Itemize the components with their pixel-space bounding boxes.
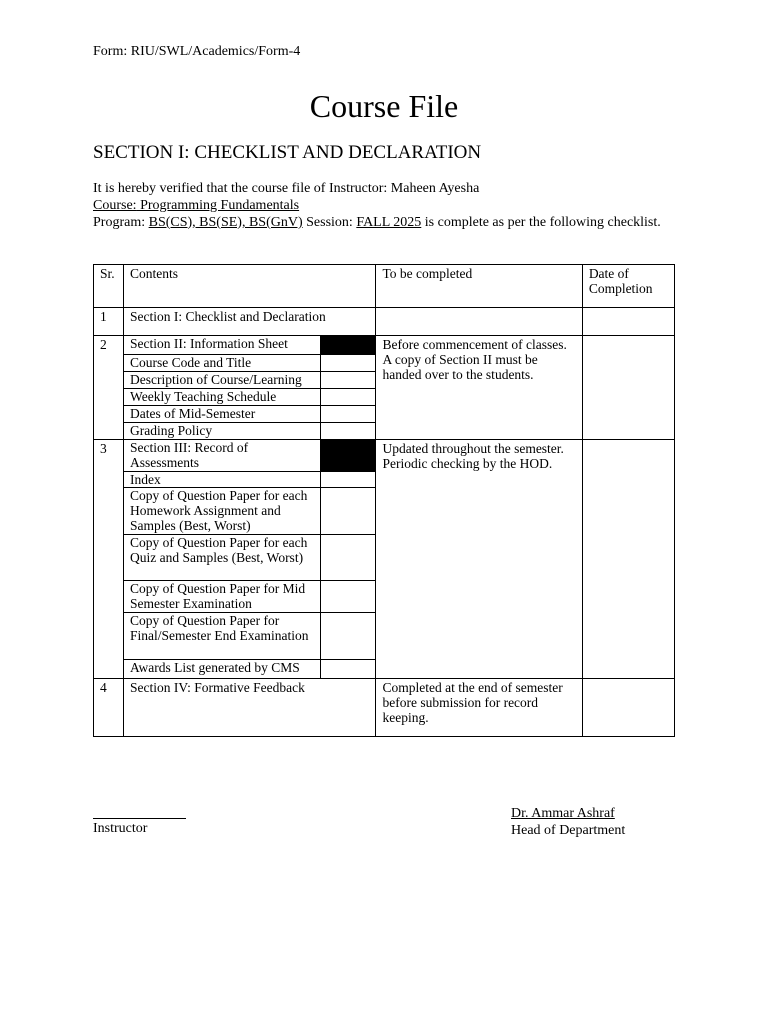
program-tail: is complete as per the following checklist. (421, 215, 661, 230)
form-code: Form: RIU/SWL/Academics/Form-4 (93, 44, 301, 59)
list-item: Dates of Mid-Semester (124, 405, 321, 422)
hod-signature (511, 805, 625, 839)
checklist-table (93, 264, 675, 737)
course-value: Programming Fundamentals (136, 198, 300, 213)
hod-name: Dr. Ammar Ashraf (511, 806, 615, 821)
row-to-be-completed: Completed at the end of semester before submission for record keeping. (376, 679, 582, 737)
row-sr: 4 (94, 679, 124, 737)
check-cell[interactable] (321, 580, 376, 612)
table-row (94, 440, 675, 679)
page-title: Course File (309, 88, 459, 124)
date-cell[interactable] (582, 440, 674, 679)
table-row (94, 679, 675, 737)
list-item: Course Code and Title (124, 354, 321, 371)
table-header-row (94, 265, 675, 308)
header-to-be-completed: To be completed (376, 265, 582, 308)
session-value: FALL 2025 (356, 215, 422, 230)
header-date-of-completion: Date of Completion (582, 265, 674, 308)
program-label: Program: (93, 215, 149, 230)
check-cell[interactable] (321, 405, 376, 422)
date-cell[interactable] (582, 336, 674, 440)
course-line (93, 197, 675, 214)
list-item: Description of Course/Learning (124, 371, 321, 388)
instructor-label: Instructor (93, 821, 148, 836)
list-item: Copy of Question Paper for each Homework Assignment and Samples (Best, Worst) (124, 487, 321, 534)
shaded-marker (321, 440, 376, 471)
check-cell[interactable] (321, 612, 376, 659)
list-item: Grading Policy (130, 422, 213, 438)
session-label: Session: (302, 215, 357, 230)
check-cell[interactable] (321, 487, 376, 534)
date-cell[interactable] (582, 308, 674, 336)
header-contents: Contents (124, 265, 376, 308)
row-contents: Section I: Checklist and Declaration (124, 308, 376, 336)
row-sr: 3 (94, 440, 124, 679)
row-contents (124, 336, 376, 440)
check-cell[interactable] (321, 471, 376, 487)
list-item: Copy of Question Paper for Mid Semester Examination (124, 580, 321, 612)
check-cell[interactable] (321, 354, 376, 371)
declaration-text (93, 180, 675, 231)
table-row (94, 308, 675, 336)
hod-title: Head of Department (511, 823, 626, 838)
course-label: Course: (93, 198, 137, 213)
header-sr: Sr. (94, 265, 124, 308)
program-line (93, 214, 675, 231)
check-cell[interactable] (321, 422, 376, 439)
row-sr: 2 (94, 336, 124, 440)
row-to-be-completed: Updated throughout the semester. Periodic checking by the HOD. (376, 440, 582, 679)
check-cell[interactable] (321, 659, 376, 678)
table-row (94, 336, 675, 440)
program-value: BS(CS), BS(SE), BS(GnV) (148, 215, 303, 230)
shaded-marker (321, 336, 376, 354)
row-contents (124, 440, 376, 679)
list-item: Section II: Information Sheet (124, 336, 321, 354)
date-cell[interactable] (582, 679, 674, 737)
row-to-be-completed (376, 308, 582, 336)
instructor-signature (93, 802, 186, 837)
list-item: Copy of Question Paper for Final/Semester End Examination (124, 612, 321, 659)
row-contents: Section IV: Formative Feedback (124, 679, 376, 737)
item-list (124, 336, 375, 439)
list-item: Index (124, 471, 321, 487)
check-cell[interactable] (321, 388, 376, 405)
list-item: Weekly Teaching Schedule (124, 388, 321, 405)
check-cell[interactable] (321, 534, 376, 580)
instructor-line: It is hereby verified that the course file of Instructor: Maheen Ayesha (93, 181, 480, 196)
row-to-be-completed: Before commencement of classes. A copy of Section II must be handed over to the students. (376, 336, 582, 440)
list-item: Awards List generated by CMS (130, 659, 300, 675)
row-sr: 1 (94, 308, 124, 336)
section-heading: SECTION I: CHECKLIST AND DECLARATION (93, 142, 482, 163)
item-list (124, 440, 375, 678)
check-cell[interactable] (321, 371, 376, 388)
signature-line (93, 818, 186, 819)
list-item: Copy of Question Paper for each Quiz and Samples (Best, Worst) (124, 534, 321, 580)
list-item: Section III: Record of Assessments (124, 440, 321, 471)
